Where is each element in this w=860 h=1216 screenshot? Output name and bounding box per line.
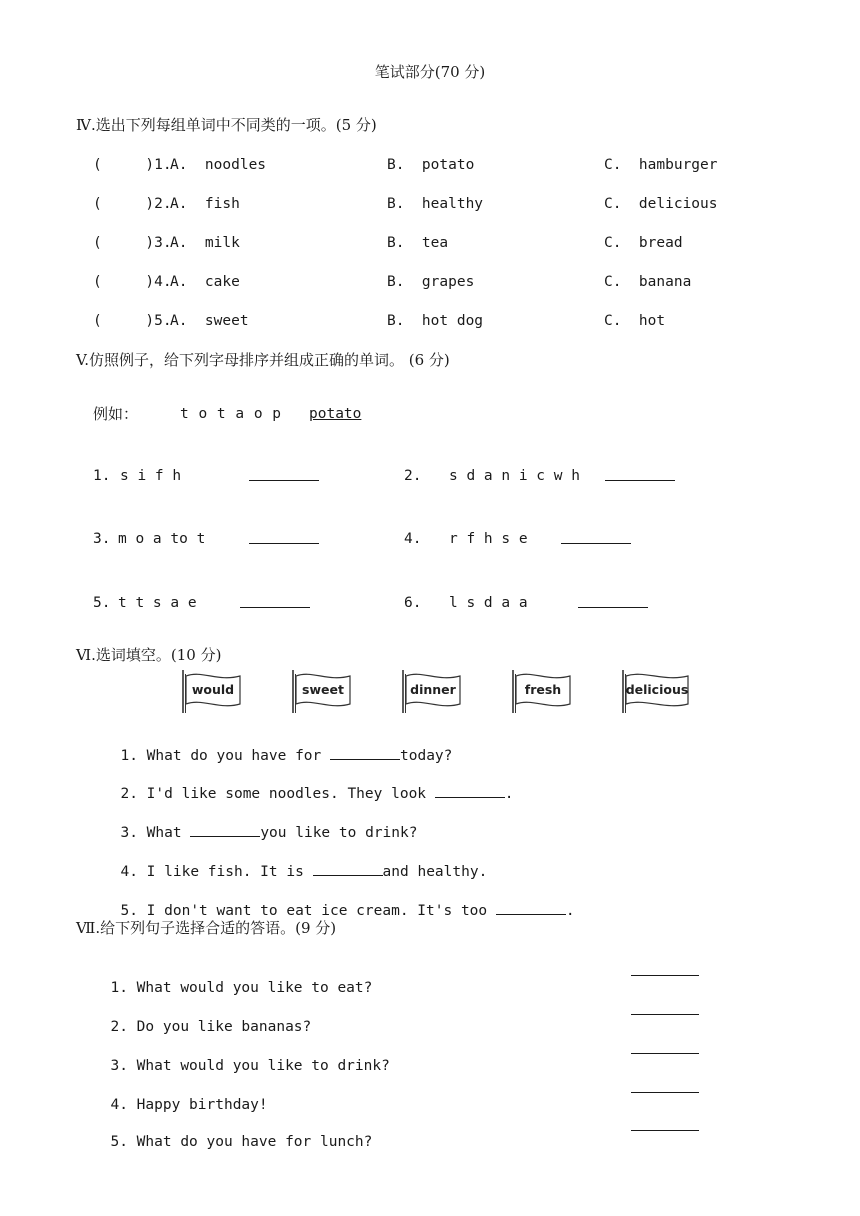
- option-a: A. noodles: [170, 157, 267, 173]
- question-item: [93, 1112, 372, 1152]
- question-text: What would you like to eat?: [136, 980, 373, 996]
- section-4-heading: Ⅳ.选出下列每组单词中不同类的一项。(5 分): [76, 116, 377, 134]
- sentence-number: 1.: [120, 748, 138, 764]
- flag-word: delicious: [625, 682, 689, 697]
- option-a: A. sweet: [170, 313, 249, 329]
- option-c: C. delicious: [604, 196, 718, 212]
- fill-sentence: [103, 763, 514, 804]
- option-b: B. tea: [387, 235, 449, 251]
- answer-blank[interactable]: [561, 529, 631, 549]
- question-item: [93, 997, 311, 1037]
- scramble-letters: r f h s e: [449, 531, 528, 547]
- section-6-heading: Ⅵ.选词填空。(10 分): [76, 646, 222, 664]
- word-flag: [290, 668, 352, 714]
- answer-blank[interactable]: [631, 1092, 699, 1093]
- scramble-letters: m o a to t: [118, 531, 206, 547]
- fill-blank[interactable]: [190, 822, 260, 837]
- option-a: A. cake: [170, 274, 240, 290]
- scramble-number: 5.: [93, 595, 111, 611]
- scramble-number: 4.: [404, 531, 422, 547]
- scramble-letters: s d a n i c w h: [449, 468, 580, 484]
- sentence-number: 5.: [120, 903, 138, 919]
- word-flag: [510, 668, 572, 714]
- scramble-number: 2.: [404, 468, 422, 484]
- answer-blank[interactable]: [249, 529, 319, 549]
- question-number: 5.: [110, 1134, 128, 1150]
- answer-blank[interactable]: [631, 1053, 699, 1054]
- answer-blank[interactable]: [631, 1014, 699, 1015]
- sentence-pre: What do you have for: [146, 748, 330, 764]
- flag-word: fresh: [524, 682, 562, 697]
- question-number: 2.: [110, 1019, 128, 1035]
- question-number: 4.: [110, 1097, 128, 1113]
- fill-blank[interactable]: [330, 745, 400, 760]
- fill-blank[interactable]: [496, 900, 566, 915]
- fill-sentence: [103, 880, 575, 921]
- sentence-post: .: [504, 786, 514, 802]
- scramble-number: 6.: [404, 595, 422, 611]
- sentence-pre: I like fish. It is: [146, 864, 313, 880]
- question-number: ( )2.: [93, 196, 172, 212]
- question-item: [93, 958, 372, 998]
- option-b: B. hot dog: [387, 313, 484, 329]
- question-text: Happy birthday!: [136, 1097, 268, 1113]
- scramble-letters: l s d a a: [449, 595, 528, 611]
- question-number: ( )4.: [93, 274, 172, 290]
- question-number: ( )3.: [93, 235, 172, 251]
- word-flag: [620, 668, 690, 714]
- question-item: [93, 1075, 268, 1115]
- scramble-number: 3.: [93, 531, 111, 547]
- word-flag: [180, 668, 242, 714]
- sentence-number: 2.: [120, 786, 138, 802]
- question-text: What do you have for lunch?: [136, 1134, 373, 1150]
- section-7-heading: Ⅶ.给下列句子选择合适的答语。(9 分): [76, 919, 337, 937]
- question-number: ( )5.: [93, 313, 172, 329]
- answer-blank[interactable]: [240, 593, 310, 613]
- question-item: [93, 1036, 390, 1076]
- sentence-post: and healthy.: [382, 864, 488, 880]
- option-a: A. fish: [170, 196, 240, 212]
- sentence-post: you like to drink?: [260, 825, 418, 841]
- scramble-letters: s i f h: [120, 468, 182, 484]
- answer-blank[interactable]: [578, 593, 648, 613]
- option-c: C. bread: [604, 235, 683, 251]
- sentence-post: .: [565, 903, 575, 919]
- sentence-pre: I'd like some noodles. They look: [146, 786, 435, 802]
- question-number: 1.: [110, 980, 128, 996]
- option-c: C. hamburger: [604, 157, 718, 173]
- option-c: C. banana: [604, 274, 692, 290]
- sentence-post: today?: [400, 748, 453, 764]
- answer-blank[interactable]: [631, 975, 699, 976]
- sentence-number: 3.: [120, 825, 138, 841]
- sentence-pre: What: [146, 825, 191, 841]
- question-text: What would you like to drink?: [136, 1058, 390, 1074]
- answer-blank[interactable]: [605, 466, 675, 486]
- flag-word: would: [191, 682, 235, 697]
- fill-blank[interactable]: [313, 861, 383, 876]
- option-b: B. healthy: [387, 196, 484, 212]
- question-number: ( )1.: [93, 157, 172, 173]
- section-5-heading: V.仿照例子，给下列字母排序并组成正确的单词。 (6 分): [76, 351, 450, 369]
- example-label: 例如：: [93, 405, 139, 423]
- sentence-number: 4.: [120, 864, 138, 880]
- fill-sentence: [103, 725, 452, 766]
- example-letters: t o t a o p: [180, 406, 282, 422]
- flag-word: dinner: [410, 682, 456, 697]
- example-answer: potato: [309, 406, 362, 422]
- fill-blank[interactable]: [435, 783, 505, 798]
- answer-blank[interactable]: [249, 466, 319, 486]
- option-b: B. grapes: [387, 274, 475, 290]
- scramble-letters: t t s a e: [118, 595, 197, 611]
- scramble-number: 1.: [93, 468, 111, 484]
- fill-sentence: [103, 841, 487, 882]
- sentence-pre: I don't want to eat ice cream. It's too: [146, 903, 496, 919]
- page-title: 笔试部分(70 分): [374, 63, 486, 81]
- question-text: Do you like bananas?: [136, 1019, 312, 1035]
- option-b: B. potato: [387, 157, 475, 173]
- fill-sentence: [103, 802, 417, 843]
- answer-blank[interactable]: [631, 1130, 699, 1131]
- word-flag: [400, 668, 462, 714]
- option-c: C. hot: [604, 313, 666, 329]
- question-number: 3.: [110, 1058, 128, 1074]
- option-a: A. milk: [170, 235, 240, 251]
- flag-word: sweet: [302, 682, 344, 697]
